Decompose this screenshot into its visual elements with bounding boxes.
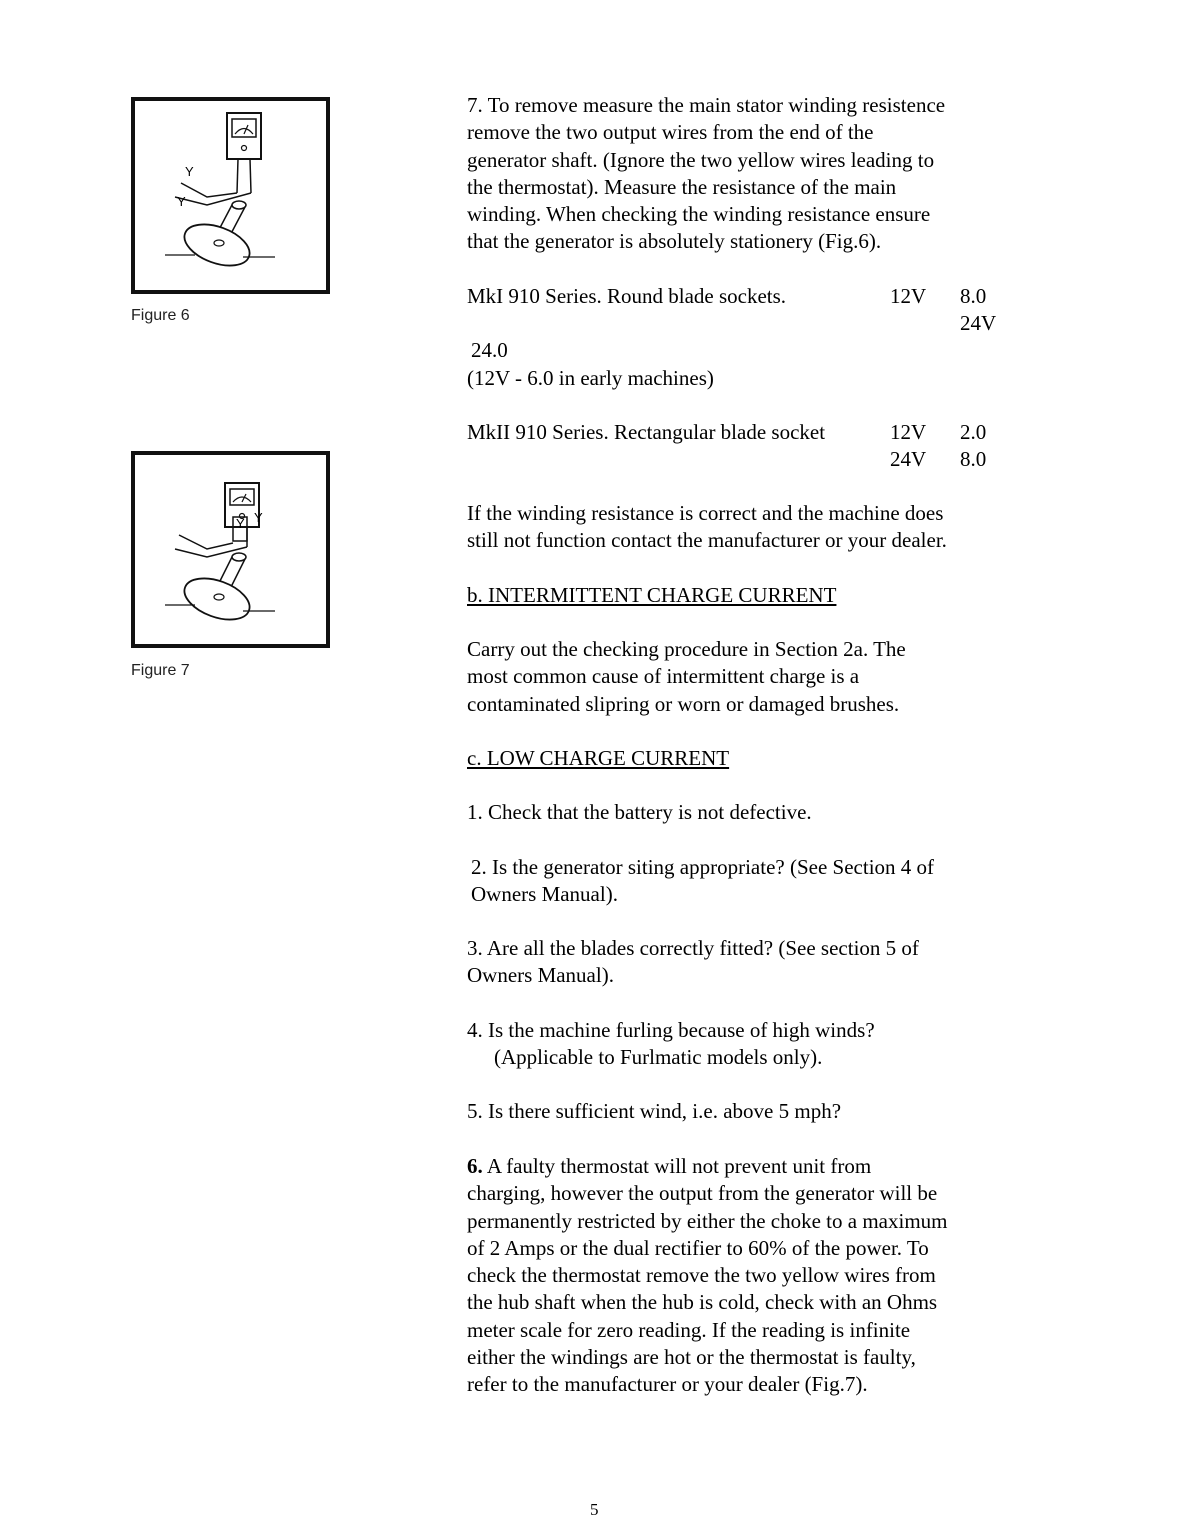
text-line: still not function contact the manufacturer or your dealer. [467, 528, 947, 553]
text-line: check the thermostat remove the two yellow wires from [467, 1263, 936, 1288]
mk1-series-label: MkI 910 Series. Round blade sockets. [467, 284, 787, 308]
item-6-number: 6. [467, 1154, 483, 1178]
text-line: that the generator is absolutely stationery (Fig.6). [467, 229, 882, 254]
mk1-resistance-24: 24.0 [471, 338, 508, 362]
mk1-early-note: (12V - 6.0 in early machines) [467, 366, 714, 390]
text-line: If the winding resistance is correct and the machine does [467, 501, 944, 525]
item-6-first-line: A faulty thermostat will not prevent unit from [482, 1154, 872, 1178]
text-line: generator shaft. (Ignore the two yellow wires leading to [467, 147, 935, 172]
winding-resistance-paragraph [467, 500, 947, 555]
text-line: most common cause of intermittent charge is a [467, 664, 860, 689]
mk1-resistance-12: 8.0 [960, 284, 987, 308]
text-line: permanently restricted by either the choke to a maximum [467, 1208, 948, 1233]
text-line: Owners Manual). [467, 963, 614, 988]
figure-7-caption: Figure 7 [131, 662, 190, 679]
wire-label-y: Y [254, 510, 263, 525]
mk2-voltage-12: 12V [890, 420, 927, 444]
item-4 [467, 1017, 875, 1072]
text-line: meter scale for zero reading. If the reading is infinite [467, 1317, 911, 1342]
text-line: contaminated slipring or worn or damaged brushes. [467, 691, 900, 716]
figure-7-illustration [131, 451, 330, 648]
wire-label-y: Y [177, 194, 186, 209]
mk2-resistance-24: 8.0 [960, 447, 987, 471]
text-line [467, 1153, 948, 1180]
wire-label-y: Y [236, 516, 245, 531]
text-line: of 2 Amps or the dual rectifier to 60% of the power. To [467, 1235, 929, 1260]
section-c-heading: c. LOW CHARGE CURRENT [467, 746, 730, 770]
text-line: either the windings are hot or the thermostat is faulty, [467, 1345, 916, 1370]
text-line: 3. Are all the blades correctly fitted? (See section 5 of [467, 936, 919, 960]
text-line: (Applicable to Furlmatic models only). [494, 1045, 823, 1070]
text-line: 4. Is the machine furling because of high winds? [467, 1018, 875, 1042]
section-b-paragraph [467, 636, 906, 718]
text-line: Owners Manual). [471, 882, 618, 907]
item-3 [467, 935, 919, 990]
item-2 [471, 854, 934, 909]
mk1-voltage-12: 12V [890, 284, 927, 308]
figure-6-caption: Figure 6 [131, 307, 190, 324]
section-b-heading: b. INTERMITTENT CHARGE CURRENT [467, 583, 837, 607]
wire-label-y: Y [185, 164, 194, 179]
item-1: 1. Check that the battery is not defective. [467, 800, 812, 824]
text-line: remove the two output wires from the end of the [467, 120, 874, 145]
item-6 [467, 1153, 948, 1399]
figure-6-illustration [131, 97, 330, 294]
text-line: the thermostat). Measure the resistance of the main [467, 174, 897, 199]
text-line: charging, however the output from the generator will be [467, 1181, 938, 1206]
mk1-voltage-24: 24V [960, 311, 997, 335]
mk2-series-label: MkII 910 Series. Rectangular blade socket [467, 420, 826, 444]
meter-on-thermostat-wires-drawing [135, 455, 326, 644]
text-line: winding. When checking the winding resistance ensure [467, 202, 931, 227]
text-line: refer to the manufacturer or your dealer (Fig.7). [467, 1372, 868, 1397]
item-5: 5. Is there sufficient wind, i.e. above 5 mph? [467, 1099, 842, 1123]
meter-on-generator-shaft-drawing [135, 101, 326, 290]
text-line: Carry out the checking procedure in Section 2a. The [467, 637, 906, 661]
text-line: 2. Is the generator siting appropriate? (See Section 4 of [471, 855, 935, 879]
item-7-paragraph [467, 92, 945, 256]
text-line: the hub shaft when the hub is cold, check with an Ohms [467, 1290, 938, 1315]
mk2-voltage-24: 24V [890, 447, 927, 471]
text-line: 7. To remove measure the main stator winding resistence [467, 93, 946, 117]
page-number: 5 [590, 1500, 599, 1519]
mk2-resistance-12: 2.0 [960, 420, 987, 444]
